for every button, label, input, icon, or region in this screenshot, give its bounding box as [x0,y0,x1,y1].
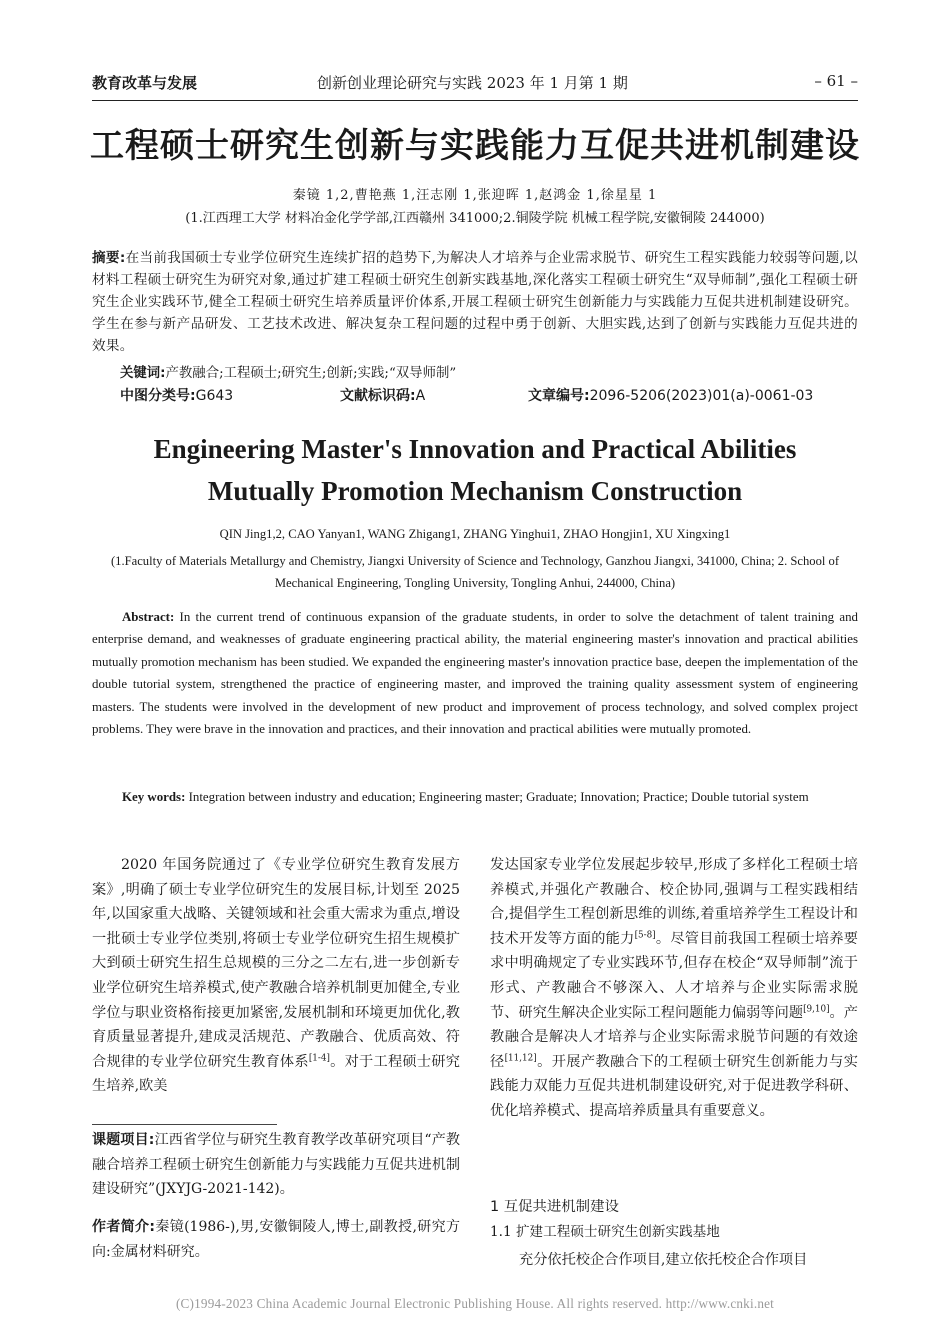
author-bio [92,1215,460,1264]
affiliation-chinese: (1.江西理工大学 材料冶金化学学部,江西赣州 341000;2.铜陵学院 机械工程学院,安徽铜陵 244000) [185,211,765,226]
funding-text: 江西省学位与研究生教育教学改革研究项目“产教融合培养工程硕士研究生创新能力与实践能力互促共进机制建设研究”(JXYJG-2021-142)。 [92,1132,460,1198]
journal-issue: 创新创业理论研究与实践 2023 年 1 月第 1 期 [317,74,628,92]
section-heading: 1 互促共进机制建设 [490,1199,619,1215]
authors-chinese: 秦镜 1,2,曹艳燕 1,汪志刚 1,张迎晖 1,赵鸿金 1,徐星星 1 [292,188,658,203]
keywords-chinese [120,362,858,381]
clc-number: 中图分类号:G643 [120,388,234,404]
page-number: – 61 – [814,72,858,90]
citation: [9,10] [803,1003,830,1014]
funding-note [92,1128,460,1202]
section-paragraph: 充分依托校企合作项目,建立依托校企合作项目 [519,1252,808,1268]
title-english-line2: Mutually Promotion Mechanism Construction [207,476,743,506]
abstract-en-text: In the current trend of continuous expansion of the graduate students, in order to solve the detachment of talent training and enterprise demand, and weaknesses of graduate engineering practical ability, the material engineering master's innovation and practical abilities mutually promotion mechanism has been studied. We expanded the engineering master's innovation practice base, deepen the implementation of the double tutorial system, strengthened the practice of engineering master, and improved the training quality assessment system of engineering masters. The students were involved in the development of new product and improvement of process technology, and solved complex project problems. They were brave in the innovation and practices, and their innovation and practical abilities were mutually promoted. [92,610,858,737]
citation: [11,12] [504,1053,537,1064]
keywords-en-label: Key words: [122,790,186,804]
keywords-label: 关键词: [120,366,166,381]
abstract-english [92,606,858,740]
title-chinese: 工程硕士研究生创新与实践能力互促共进机制建设 [90,126,860,166]
abstract-en-label: Abstract: [122,610,175,624]
document-code: 文献标识码:A [340,388,426,404]
authors-english: QIN Jing1,2, CAO Yanyan1, WANG Zhigang1, ZHANG Yinghui1, ZHAO Hongjin1, XU Xingxing1 [219,527,731,541]
body-left-column: 2020 年国务院通过了《专业学位研究生教育发展方案》,明确了硕士专业学位研究生的发展目标,计划至 2025 年,以国家重大战略、关键领域和社会重大需求为重点,增设一批硕士专业学位类别,将硕士专业学位研究生招生规模扩大到硕士研究生招生总规模的三分之二左右,进一步创新专业学位研究生培养模式,使产教融合培养机制更加健全,专业学位与职业资格衔接更加紧密,发展机制和环境更加优化,教育质量显著提升,建成灵活规范、产教融合、优质高效、符合规律的专业学位研究生教育体系[1-4]。对于工程硕士研究生培养,欧美 [92,857,460,1095]
article-number: 文章编号:2096-5206(2023)01(a)-0061-03 [528,388,814,404]
copyright-footer: (C)1994-2023 China Academic Journal Electronic Publishing House. All rights reserved. http://www.cnki.net [175,1296,775,1311]
funding-label: 课题项目: [92,1132,155,1148]
footnote-separator [92,1124,277,1125]
abstract-label: 摘要: [92,250,126,266]
abstract-text: 在当前我国硕士专业学位研究生连续扩招的趋势下,为解决人才培养与企业需求脱节、研究生工程实践能力较弱等问题,以材料工程硕士研究生为研究对象,通过扩建工程硕士研究生创新实践基地,深化落实工程硕士研究生“双导师制”,强化工程硕士研究生企业实践环节,健全工程硕士研究生培养质量评价体系,开展工程硕士研究生创新能力与实践能力互促共进机制建设研究。学生在参与新产品研发、工艺技术改进、解决复杂工程问题的过程中勇于创新、大胆实践,达到了创新与实践能力互促共进的效果。 [92,250,858,354]
bio-text: 秦镜(1986-),男,安徽铜陵人,博士,副教授,研究方向:金属材料研究。 [92,1219,460,1260]
bio-label: 作者简介: [92,1219,156,1235]
subsection-heading: 1.1 扩建工程硕士研究生创新实践基地 [490,1224,720,1240]
citation: [1-4] [308,1053,330,1064]
affiliation-english: (1.Faculty of Materials Metallurgy and Chemistry, Jiangxi University of Science and Technology, Ganzhou Jiangxi, 341000, China; 2. School of Mechanical Engineering, Tongling University, Tongling Anhui, 244000, China) [110,554,840,590]
section-name: 教育改革与发展 [92,74,198,92]
keywords-text: 产教融合;工程硕士;研究生;创新;实践;“双导师制” [165,366,457,381]
title-english [40,428,910,512]
citation: [5-8] [634,930,656,941]
abstract-chinese [92,247,858,357]
header-rule [92,100,858,101]
title-english-line1: Engineering Master's Innovation and Practical Abilities [153,434,797,464]
keywords-english [92,786,858,808]
body-right-column: 发达国家专业学位发展起步较早,形成了多样化工程硕士培养模式,并强化产教融合、校企协同,强调与工程实践相结合,提倡学生工程创新思维的训练,着重培养学生工程设计和技术开发等方面的能力[5-8]。尽管目前我国工程硕士培养要求中明确规定了专业实践环节,但存在校企“双导师制”流于形式、产教融合不够深入、人才培养与企业实际需求脱节、研究生解决企业实际工程问题能力偏弱等问题[9,10]。产教融合是解决人才培养与企业实际需求脱节问题的有效途径[11,12]。开展产教融合下的工程硕士研究生创新能力与实践能力双能力互促共进机制建设研究,对于促进教学科研、优化培养模式、提高培养质量具有重要意义。 [490,857,858,1119]
keywords-en-text: Integration between industry and education; Engineering master; Graduate; Innovation; Practice; Double tutorial system [188,790,809,804]
running-header [92,72,858,98]
